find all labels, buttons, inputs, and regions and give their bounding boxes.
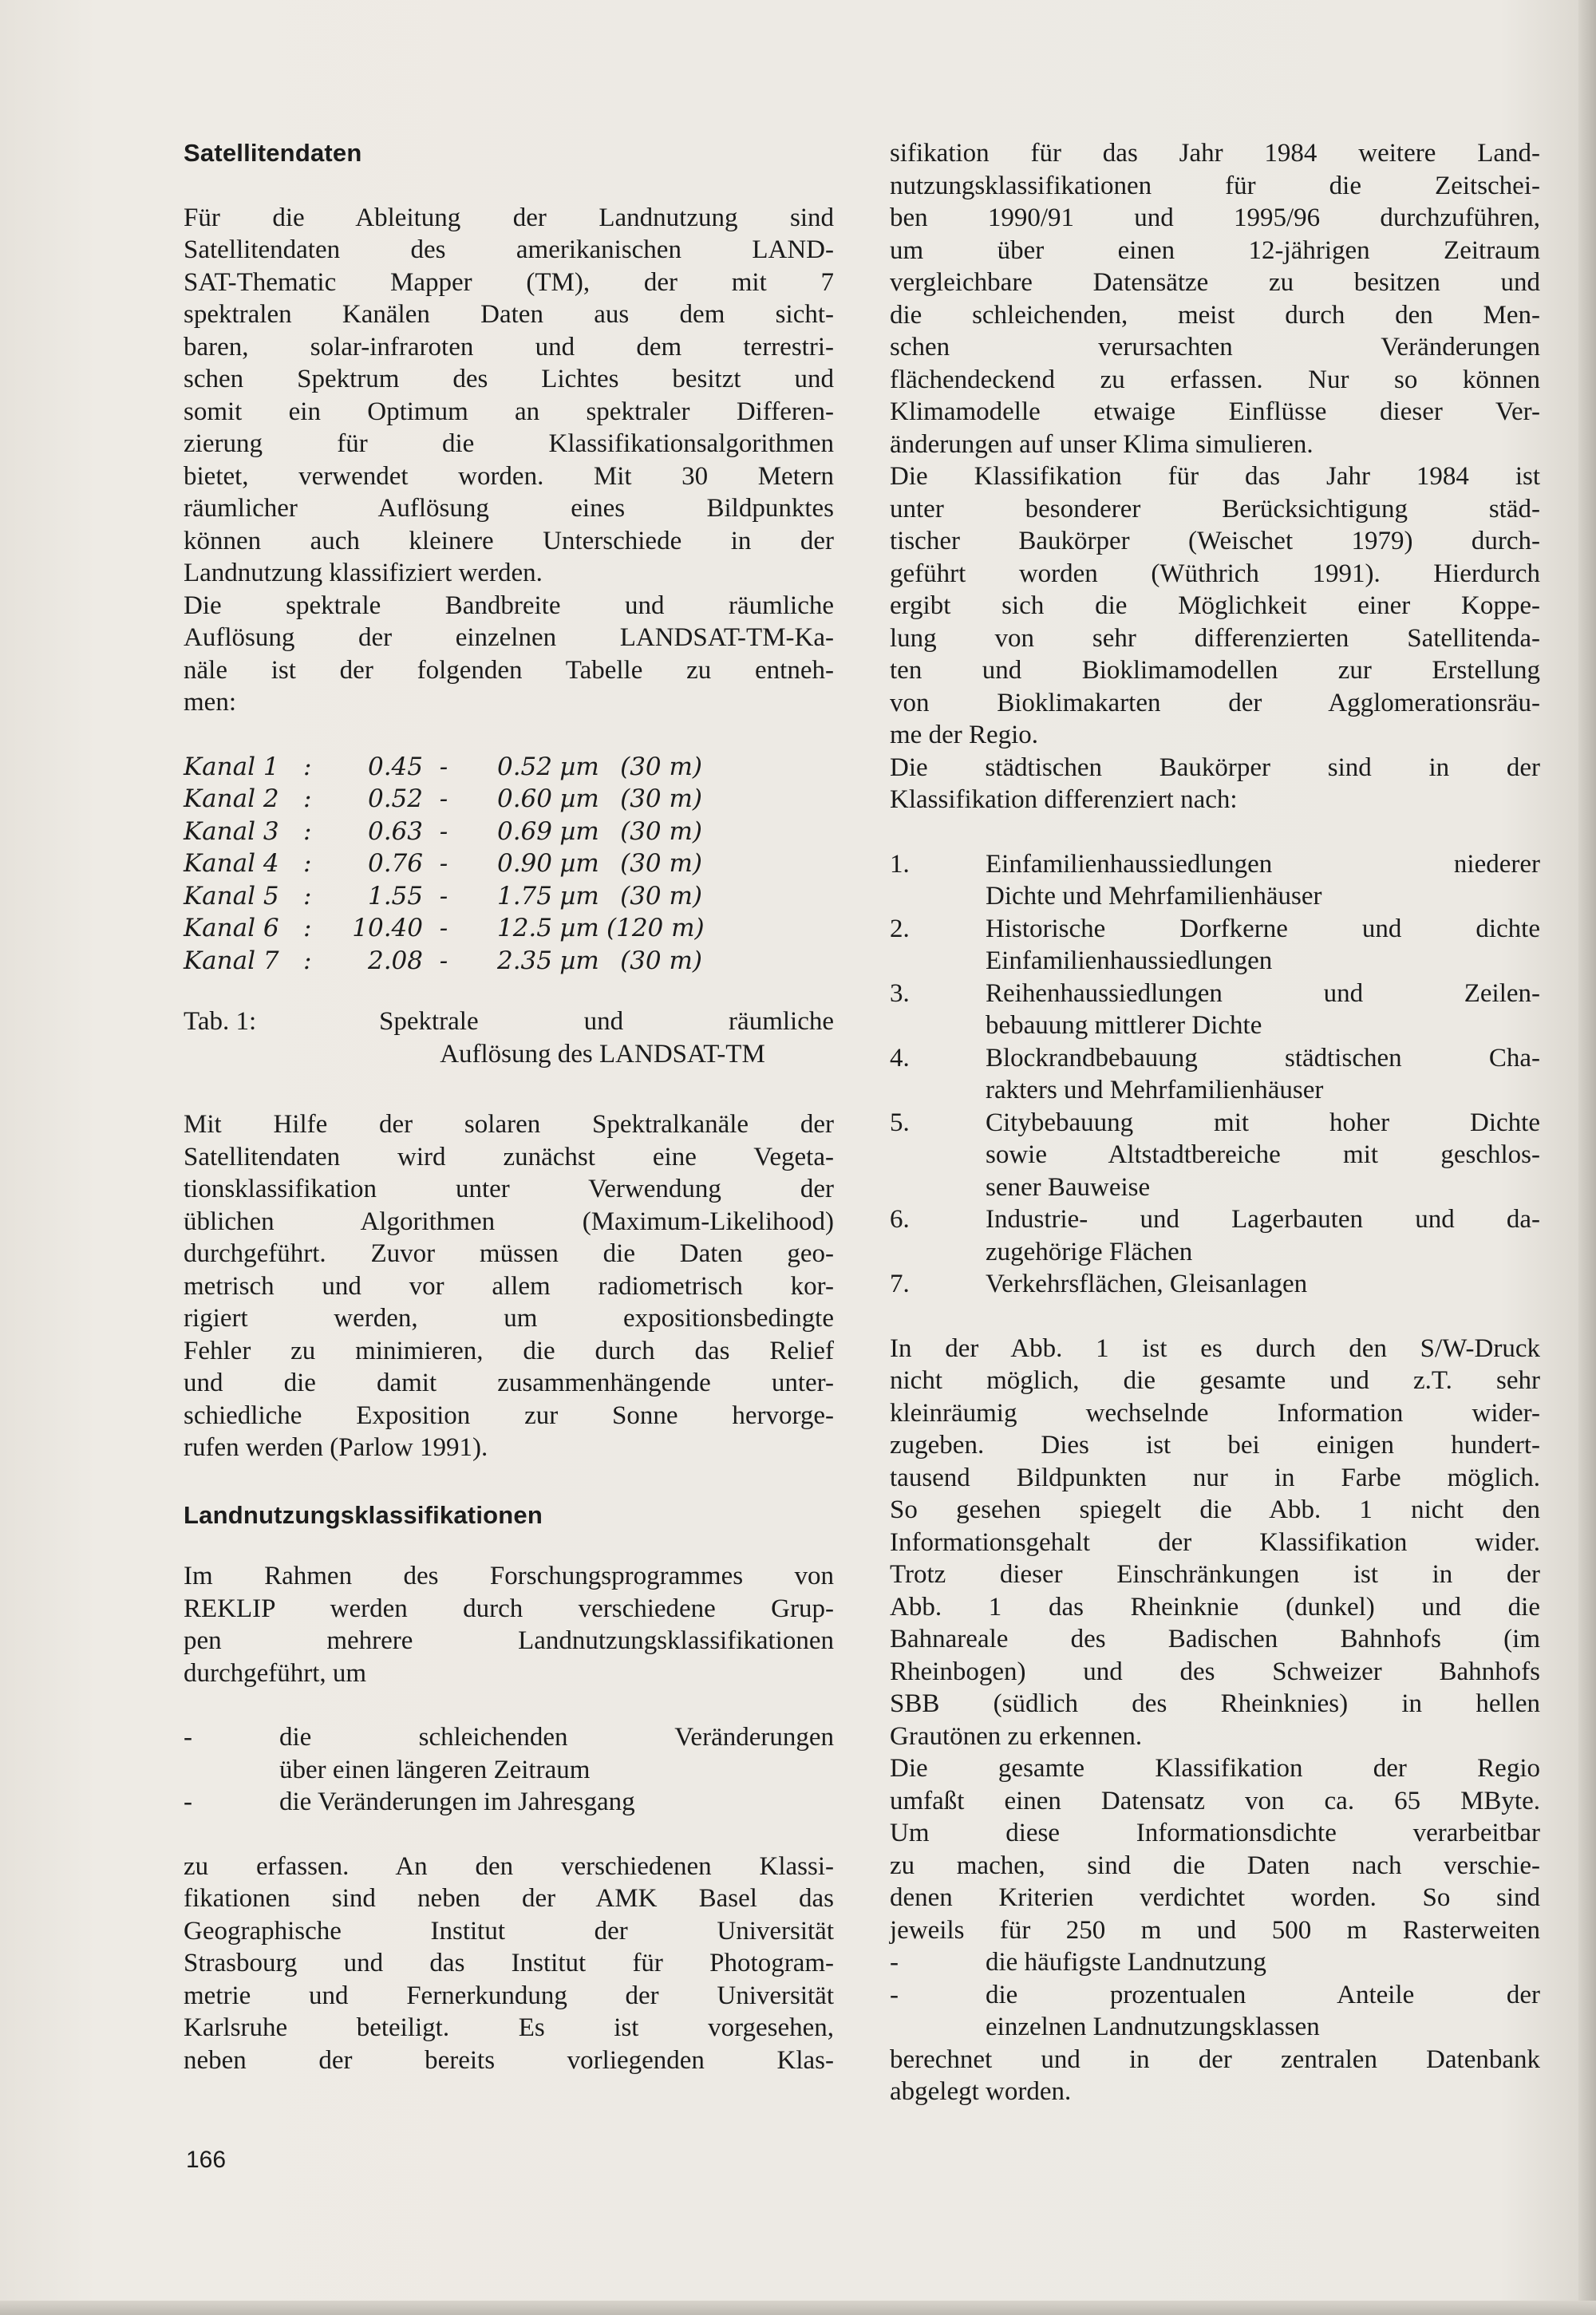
text-line: SBB (südlich des Rheinknies) in hellen <box>890 1689 1540 1718</box>
heading-landnutzungsklassifikationen: Landnutzungsklassifikationen <box>184 1500 543 1529</box>
text-line: tionsklassifikation unter Verwendung der <box>184 1175 834 1203</box>
text-line: fikationen sind neben der AMK Basel das <box>184 1884 834 1913</box>
dash-item <box>184 1721 834 1786</box>
kanal-dash: - <box>439 849 448 878</box>
text-line: Klassifikation differenziert nach: <box>890 785 1238 814</box>
text-line: räumlicher Auflösung eines Bildpunktes <box>184 494 834 523</box>
text-line: Abb. 1 das Rheinknie (dunkel) und die <box>890 1592 1540 1622</box>
text-line: durchgeführt. Zuvor müssen die Daten geo- <box>184 1239 834 1268</box>
page-edge-bottom <box>0 2301 1596 2315</box>
dash-list <box>890 1946 1540 2044</box>
numbered-item-marker: 7. <box>890 1270 910 1298</box>
text-line: Historische Dorfkerne und dichte <box>986 914 1540 943</box>
text-line: kleinräumig wechselnde Information wider- <box>890 1398 1540 1428</box>
text-line: über einen längeren Zeitraum <box>279 1755 591 1784</box>
text-line: näle ist der folgenden Tabelle zu entneh- <box>184 655 834 685</box>
text-line: rakters und Mehrfamilienhäuser <box>986 1076 1324 1104</box>
kanal-separator: : <box>303 881 312 911</box>
text-line: sifikation für das Jahr 1984 weitere Land- <box>890 139 1540 168</box>
text-line: Für die Ableitung der Landnutzung sind <box>184 203 834 232</box>
text-line: zu erfassen. An den verschiedenen Klassi- <box>184 1851 834 1881</box>
kanal-resolution: (30 m) <box>620 752 702 781</box>
text-line: die schleichenden Veränderungen <box>279 1723 834 1752</box>
text-line: abgelegt worden. <box>890 2077 1072 2106</box>
kanal-resolution: (30 m) <box>620 946 702 975</box>
text-line: nicht möglich, die gesamte und z.T. sehr <box>890 1366 1540 1395</box>
kanal-wavelength-to: 2.35 <box>496 946 552 975</box>
text-line: tischer Baukörper (Weischet 1979) durch- <box>890 527 1540 555</box>
table-caption-line: Auflösung des LANDSAT-TM <box>440 1039 765 1069</box>
text-line: bebauung mittlerer Dichte <box>986 1011 1262 1040</box>
text-line: Strasbourg und das Institut für Photogram- <box>184 1949 834 1977</box>
text-line: In der Abb. 1 ist es durch den S/W-Druck <box>890 1333 1540 1363</box>
text-line: rigiert werden, um expositionsbedingte <box>184 1304 834 1333</box>
text-line: Geographische Institut der Universität <box>184 1916 834 1946</box>
text-line: rufen werden (Parlow 1991). <box>184 1433 488 1462</box>
numbered-list <box>890 848 1540 1301</box>
right-column <box>890 137 1540 2108</box>
kanal-name: Kanal 7 <box>184 946 279 975</box>
kanal-row <box>184 816 834 848</box>
kanal-resolution: (30 m) <box>620 881 702 911</box>
kanal-wavelength-from: 0.52 <box>367 784 423 813</box>
table-caption-line: Spektrale und räumliche <box>379 1007 834 1036</box>
kanal-wavelength-to: 0.52 <box>496 752 552 781</box>
text-line: Einfamilienhaussiedlungen <box>986 946 1273 975</box>
paragraph <box>890 1333 1540 1753</box>
numbered-item <box>890 1042 1540 1107</box>
kanal-unit: µm <box>559 752 599 781</box>
text-line: Die Klassifikation für das Jahr 1984 ist <box>890 462 1540 491</box>
text-line: Satellitendaten des amerikanischen LAND- <box>184 235 834 264</box>
paragraph <box>184 202 834 590</box>
numbered-item-marker: 1. <box>890 849 910 879</box>
numbered-item <box>890 978 1540 1042</box>
paragraph <box>890 460 1540 752</box>
text-line: sowie Altstadtbereiche mit geschlos- <box>986 1140 1540 1169</box>
kanal-name: Kanal 3 <box>184 816 279 846</box>
heading-satellitendaten: Satellitendaten <box>184 139 362 167</box>
text-line: durchgeführt, um <box>184 1658 367 1688</box>
left-column <box>184 137 834 2076</box>
text-line: berechnet und in der zentralen Datenbank <box>890 2044 1540 2074</box>
kanal-row <box>184 945 834 978</box>
dash-item-marker: - <box>890 1980 899 2009</box>
text-line: vergleichbare Datensätze zu besitzen und <box>890 268 1540 297</box>
text-line: und die damit zusammenhängende unter- <box>184 1369 834 1397</box>
text-line: Blockrandbebauung städtischen Cha- <box>986 1043 1540 1073</box>
paragraph <box>890 137 1540 460</box>
kanal-wavelength-from: 0.45 <box>367 752 423 781</box>
text-line: sener Bauweise <box>986 1172 1151 1202</box>
text-line: die häufigste Landnutzung <box>986 1948 1266 1977</box>
text-line: flächendeckend zu erfassen. Nur so können <box>890 365 1540 394</box>
text-line: Die städtischen Baukörper sind in der <box>890 753 1540 782</box>
paragraph <box>184 590 834 719</box>
paragraph <box>890 2044 1540 2108</box>
kanal-name: Kanal 5 <box>184 881 279 911</box>
table-caption-label: Tab. 1: <box>184 1007 257 1036</box>
kanal-name: Kanal 1 <box>184 752 279 781</box>
paragraph <box>184 1560 834 1689</box>
text-line: üblichen Algorithmen (Maximum-Likelihood) <box>184 1207 834 1236</box>
kanal-separator: : <box>303 914 312 942</box>
dash-item <box>184 1786 834 1819</box>
numbered-item <box>890 848 1540 913</box>
kanal-resolution: (30 m) <box>620 784 702 813</box>
text-line: Rheinbogen) und des Schweizer Bahnhofs <box>890 1657 1540 1686</box>
text-line: zu machen, sind die Daten nach verschie- <box>890 1851 1540 1880</box>
text-line: nutzungsklassifikationen für die Zeitschei- <box>890 171 1540 200</box>
text-line: me der Regio. <box>890 721 1039 749</box>
numbered-item-marker: 2. <box>890 914 910 943</box>
dash-list <box>184 1721 834 1819</box>
kanal-row <box>184 880 834 913</box>
text-line: die prozentualen Anteile der <box>986 1980 1540 2009</box>
text-line: Satellitendaten wird zunächst eine Vegeta- <box>184 1142 834 1171</box>
kanal-row <box>184 751 834 784</box>
numbered-item <box>890 1203 1540 1268</box>
text-line: Im Rahmen des Forschungsprogrammes von <box>184 1562 834 1590</box>
text-line: Die gesamte Klassifikation der Regio <box>890 1754 1540 1783</box>
text-line: änderungen auf unser Klima simulieren. <box>890 429 1314 459</box>
kanal-wavelength-from: 2.08 <box>367 946 423 975</box>
text-line: ten und Bioklimamodellen zur Erstellung <box>890 656 1540 685</box>
text-line: geführt worden (Wüthrich 1991). Hierdurch <box>890 559 1540 588</box>
numbered-item-marker: 5. <box>890 1108 910 1137</box>
numbered-item <box>890 913 1540 978</box>
kanal-wavelength-to: 1.75 <box>496 881 552 911</box>
text-line: die schleichenden, meist durch den Men- <box>890 300 1540 330</box>
text-line: ergibt sich die Möglichkeit einer Koppe- <box>890 591 1540 620</box>
kanal-dash: - <box>439 752 448 781</box>
kanal-dash: - <box>439 784 448 813</box>
kanal-separator: : <box>303 849 312 878</box>
text-line: einzelnen Landnutzungsklassen <box>986 2013 1320 2041</box>
table-caption <box>184 1005 834 1070</box>
text-line: umfaßt einen Datensatz von ca. 65 MByte. <box>890 1786 1540 1815</box>
text-line: metrisch und vor allem radiometrisch kor- <box>184 1271 834 1301</box>
paragraph <box>184 1851 834 2077</box>
text-line: So gesehen spiegelt die Abb. 1 nicht den <box>890 1495 1540 1524</box>
text-line: um über einen 12-jährigen Zeitraum <box>890 235 1540 265</box>
kanal-wavelength-from: 10.40 <box>352 914 423 942</box>
kanal-dash: - <box>439 914 448 942</box>
numbered-item <box>890 1268 1540 1301</box>
dash-item-marker: - <box>890 1948 899 1977</box>
kanal-unit: µm <box>559 914 599 942</box>
text-line: Mit Hilfe der solaren Spektralkanäle der <box>184 1110 834 1139</box>
kanal-dash: - <box>439 816 448 846</box>
kanal-name: Kanal 4 <box>184 849 279 878</box>
text-line: schen verursachten Veränderungen <box>890 333 1540 361</box>
numbered-item-marker: 6. <box>890 1205 910 1234</box>
text-line: somit ein Optimum an spektraler Differen- <box>184 397 834 426</box>
text-line: die Veränderungen im Jahresgang <box>279 1788 635 1816</box>
kanal-resolution: (30 m) <box>620 816 702 846</box>
kanal-unit: µm <box>559 881 599 911</box>
text-line: bietet, verwendet worden. Mit 30 Metern <box>184 461 834 491</box>
text-line: Um diese Informationsdichte verarbeitbar <box>890 1819 1540 1847</box>
text-line: lung von sehr differenzierten Satellitenda- <box>890 623 1540 653</box>
text-line: denen Kriterien verdichtet worden. So sind <box>890 1883 1540 1912</box>
text-line: baren, solar-infraroten und dem terrestri- <box>184 332 834 361</box>
kanal-unit: µm <box>559 849 599 878</box>
text-line: jeweils für 250 m und 500 m Rasterweiten <box>890 1915 1540 1945</box>
text-line: Landnutzung klassifiziert werden. <box>184 559 543 587</box>
text-line: können auch kleinere Unterschiede in der <box>184 526 834 555</box>
kanal-unit: µm <box>559 784 599 813</box>
text-line: Karlsruhe beteiligt. Es ist vorgesehen, <box>184 2013 834 2042</box>
text-line: neben der bereits vorliegenden Klas- <box>184 2045 834 2075</box>
text-line: Reihenhaussiedlungen und Zeilen- <box>986 978 1540 1008</box>
text-line: Citybebauung mit hoher Dichte <box>986 1108 1540 1137</box>
text-line: schiedliche Exposition zur Sonne hervorge- <box>184 1400 834 1430</box>
text-line: Verkehrsflächen, Gleisanlagen <box>986 1270 1308 1298</box>
page-edge-right <box>1578 0 1596 2315</box>
kanal-unit: µm <box>559 946 599 975</box>
text-line: pen mehrere Landnutzungsklassifikationen <box>184 1626 834 1655</box>
kanal-row <box>184 847 834 880</box>
kanal-wavelength-to: 0.90 <box>496 849 552 878</box>
kanal-wavelength-from: 0.76 <box>367 849 423 878</box>
dash-item <box>890 1979 1540 2044</box>
kanal-dash: - <box>439 946 448 975</box>
paragraph <box>184 1108 834 1464</box>
kanal-wavelength-to: 0.69 <box>496 816 552 846</box>
paragraph <box>890 1752 1540 1946</box>
kanal-separator: : <box>303 946 312 975</box>
text-line: unter besonderer Berücksichtigung städ- <box>890 494 1540 523</box>
text-line: Grautönen zu erkennen. <box>890 1721 1143 1751</box>
kanal-row <box>184 783 834 816</box>
text-line: Informationsgehalt der Klassifikation wider. <box>890 1527 1540 1557</box>
dash-item-marker: - <box>184 1723 192 1752</box>
kanal-dash: - <box>439 881 448 911</box>
text-line: SAT-Thematic Mapper (TM), der mit 7 <box>184 267 834 297</box>
kanal-row <box>184 912 834 945</box>
page-number: 166 <box>186 2147 227 2173</box>
text-line: Trotz dieser Einschränkungen ist in der <box>890 1560 1540 1589</box>
kanal-resolution: (30 m) <box>620 849 702 878</box>
dash-item <box>890 1946 1540 1979</box>
dash-item-marker: - <box>184 1788 192 1816</box>
kanal-table <box>184 751 834 978</box>
kanal-wavelength-to: 12.5 <box>496 914 552 942</box>
kanal-separator: : <box>303 816 312 846</box>
text-line: Dichte und Mehrfamilienhäuser <box>986 882 1322 911</box>
text-line: REKLIP werden durch verschiedene Grup- <box>184 1594 834 1623</box>
numbered-item-marker: 4. <box>890 1043 910 1073</box>
text-line: von Bioklimakarten der Agglomerationsräu- <box>890 688 1540 717</box>
numbered-item-marker: 3. <box>890 978 910 1008</box>
text-line: Klimamodelle etwaige Einflüsse dieser Ver- <box>890 397 1540 426</box>
paragraph <box>890 752 1540 816</box>
text-line: Fehler zu minimieren, die durch das Relief <box>184 1336 834 1365</box>
kanal-resolution: (120 m) <box>606 914 705 942</box>
text-line: ben 1990/91 und 1995/96 durchzuführen, <box>890 203 1540 232</box>
text-line: Die spektrale Bandbreite und räumliche <box>184 591 834 620</box>
text-line: schen Spektrum des Lichtes besitzt und <box>184 365 834 393</box>
kanal-wavelength-from: 1.55 <box>367 881 423 911</box>
kanal-separator: : <box>303 784 312 813</box>
kanal-name: Kanal 6 <box>184 914 279 942</box>
text-line: Bahnareale des Badischen Bahnhofs (im <box>890 1625 1540 1653</box>
numbered-item <box>890 1107 1540 1204</box>
kanal-name: Kanal 2 <box>184 784 279 813</box>
text-line: men: <box>184 688 236 717</box>
kanal-unit: µm <box>559 816 599 846</box>
kanal-wavelength-from: 0.63 <box>367 816 423 846</box>
text-line: zierung für die Klassifikationsalgorithmen <box>184 429 834 458</box>
text-line: spektralen Kanälen Daten aus dem sicht- <box>184 300 834 329</box>
text-line: zugehörige Flächen <box>986 1237 1193 1266</box>
text-line: tausend Bildpunkten nur in Farbe möglich. <box>890 1463 1540 1492</box>
kanal-wavelength-to: 0.60 <box>496 784 552 813</box>
text-line: Auflösung der einzelnen LANDSAT-TM-Ka- <box>184 623 834 652</box>
text-line: Einfamilienhaussiedlungen niederer <box>986 849 1540 879</box>
text-line: Industrie- und Lagerbauten und da- <box>986 1205 1540 1234</box>
kanal-separator: : <box>303 752 312 781</box>
text-line: metrie und Fernerkundung der Universität <box>184 1981 834 2010</box>
text-line: zugeben. Dies ist bei einigen hundert- <box>890 1431 1540 1460</box>
